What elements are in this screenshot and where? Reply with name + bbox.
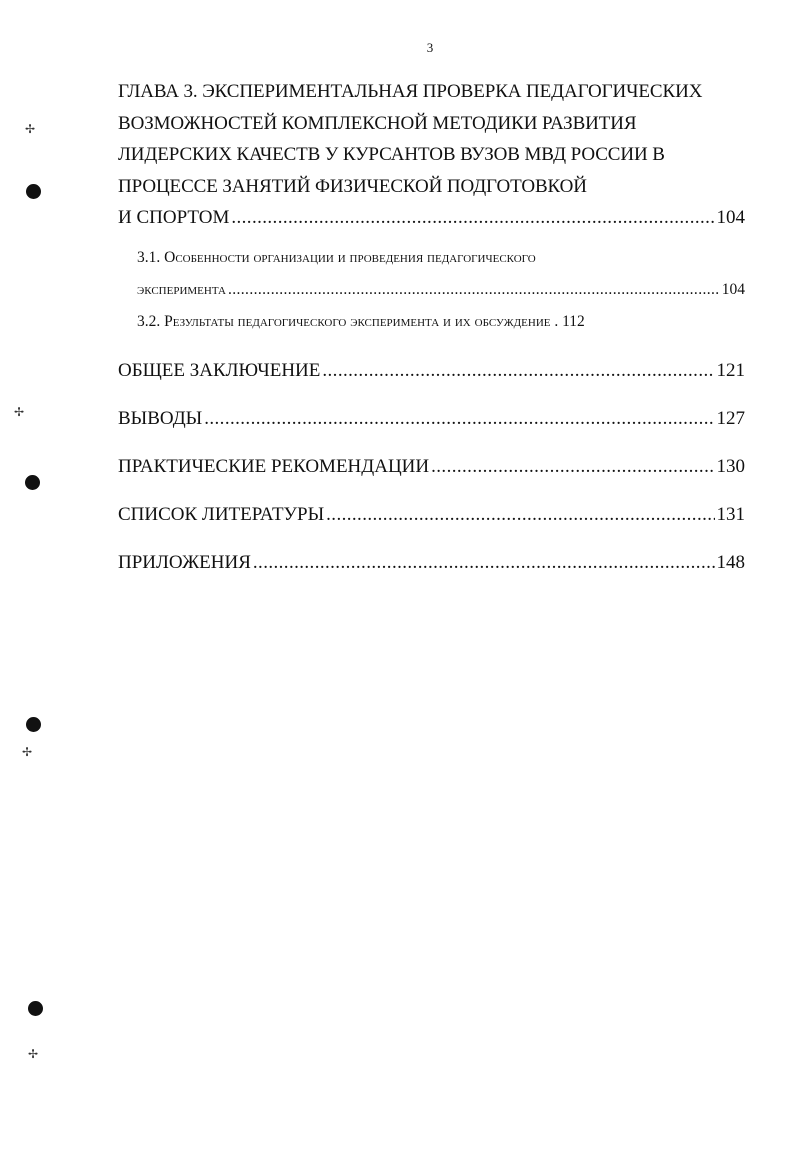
page-ref: 121 xyxy=(716,360,745,381)
page-ref: 112 xyxy=(562,313,585,330)
section-label: ОБЩЕЕ ЗАКЛЮЧЕНИЕ xyxy=(118,360,321,381)
scan-speck: ✢ xyxy=(14,405,25,419)
punch-hole xyxy=(28,1001,43,1016)
subsection-label-line: эксперимента xyxy=(137,281,226,298)
toc-entry-appendices[interactable] xyxy=(118,551,745,575)
chapter-title-line: ПРОЦЕССЕ ЗАНЯТИЙ ФИЗИЧЕСКОЙ ПОДГОТОВКОЙ xyxy=(118,175,587,197)
page-ref: 130 xyxy=(716,456,745,477)
chapter-title-line: ГЛАВА 3. ЭКСПЕРИМЕНТАЛЬНАЯ ПРОВЕРКА ПЕДАГОГИЧЕСКИХ xyxy=(118,81,703,102)
scan-speck: ✢ xyxy=(25,122,36,136)
scan-speck: ✢ xyxy=(22,745,33,759)
section-label: СПИСОК ЛИТЕРАТУРЫ xyxy=(118,504,325,525)
leader-dots xyxy=(231,202,714,233)
leader-dots xyxy=(253,551,715,575)
toc-entry-subsection-3-1[interactable] xyxy=(137,242,745,306)
chapter-title-last-line: И СПОРТОМ xyxy=(118,207,230,228)
toc-entry-references[interactable] xyxy=(118,503,745,527)
chapter-title-line: ВОЗМОЖНОСТЕЙ КОМПЛЕКСНОЙ МЕТОДИКИ РАЗВИТИЯ xyxy=(118,112,637,134)
leader-dots xyxy=(228,274,720,306)
toc-entry-recommendations[interactable] xyxy=(118,455,745,479)
page-ref: 104 xyxy=(716,207,745,228)
leader-dots: . xyxy=(550,313,563,330)
chapter-title xyxy=(118,76,745,202)
punch-hole xyxy=(25,475,40,490)
leader-dots xyxy=(204,407,714,431)
subsection-label: 3.2. Результаты педагогического эксперимента и их обсуждение xyxy=(137,313,551,330)
page-number: 3 xyxy=(426,40,434,55)
scan-speck: ✢ xyxy=(28,1047,39,1061)
page-ref: 104 xyxy=(721,281,745,298)
toc-entry-subsection-3-2[interactable] xyxy=(137,306,745,338)
section-label: ПРИЛОЖЕНИЯ xyxy=(118,552,251,573)
section-label: ПРАКТИЧЕСКИЕ РЕКОМЕНДАЦИИ xyxy=(118,456,430,477)
toc-entry-chapter-3[interactable] xyxy=(118,202,745,233)
punch-hole xyxy=(26,717,41,732)
table-of-contents xyxy=(118,76,745,575)
toc-entry-findings[interactable] xyxy=(118,407,745,431)
page-ref: 148 xyxy=(716,552,745,573)
toc-entry-conclusion[interactable] xyxy=(118,359,745,383)
page-ref: 131 xyxy=(716,504,745,525)
punch-hole xyxy=(26,184,41,199)
page-ref: 127 xyxy=(716,408,745,429)
chapter-title-line: ЛИДЕРСКИХ КАЧЕСТВ У КУРСАНТОВ ВУЗОВ МВД РОССИИ В xyxy=(118,144,665,165)
leader-dots xyxy=(322,359,714,383)
subsection-label-line: 3.1. Особенности организации и проведения педагогического xyxy=(137,249,536,266)
leader-dots xyxy=(431,455,714,479)
leader-dots xyxy=(326,503,714,527)
section-label: ВЫВОДЫ xyxy=(118,408,203,429)
